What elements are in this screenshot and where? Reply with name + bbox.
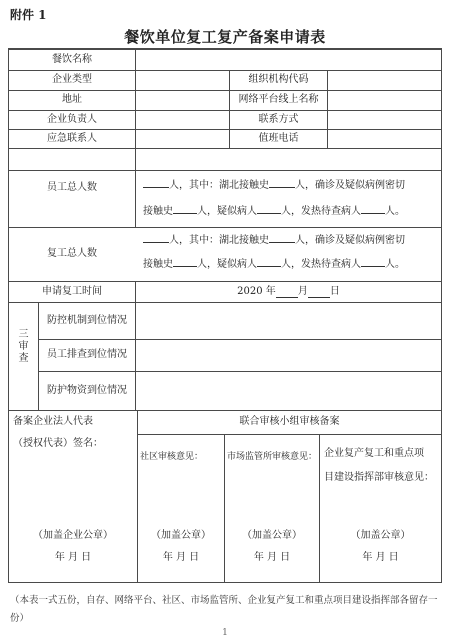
staff-text: 人，发热待查病人 bbox=[281, 206, 361, 217]
label-prevention-mechanism: 防控机制到位情况 bbox=[47, 314, 127, 326]
legal-rep-stamp: （加盖企业公章） bbox=[33, 530, 113, 541]
return-count-blank[interactable] bbox=[143, 230, 169, 243]
return-total-line-2 bbox=[143, 252, 439, 278]
enterprise-type-field[interactable] bbox=[136, 70, 229, 90]
prevention-mechanism-field[interactable] bbox=[136, 302, 441, 339]
hubei-contact-blank[interactable] bbox=[269, 175, 295, 188]
label-protective-supplies: 防护物资到位情况 bbox=[47, 384, 127, 396]
staff-total-line-2 bbox=[143, 199, 439, 225]
label-apply-time: 申请复工时间 bbox=[42, 285, 102, 297]
month-blank[interactable] bbox=[276, 285, 298, 298]
restaurant-name-field[interactable] bbox=[136, 49, 441, 70]
page-title: 餐饮单位复工复产备案申请表 bbox=[124, 28, 326, 46]
legal-rep-date: 年 月 日 bbox=[54, 552, 92, 563]
label-platform-name: 网络平台线上名称 bbox=[238, 94, 319, 105]
return-hubei-blank[interactable] bbox=[269, 230, 295, 243]
market-stamp: （加盖公章） bbox=[242, 530, 302, 541]
label-restaurant-name: 餐饮名称 bbox=[52, 53, 92, 65]
label-staff-total: 员工总人数 bbox=[47, 181, 97, 193]
apply-month: 月 bbox=[297, 285, 308, 297]
contact-field[interactable] bbox=[328, 110, 441, 129]
label-return-total: 复工总人数 bbox=[47, 248, 97, 259]
close-contact-blank[interactable] bbox=[173, 201, 197, 214]
staff-text: 接触史 bbox=[143, 206, 173, 217]
label-org-code: 组织机构代码 bbox=[248, 74, 309, 85]
community-review-label: 社区审核意见： bbox=[140, 451, 204, 462]
label-responsible-person: 企业负责人 bbox=[47, 113, 97, 125]
return-text: 人，疑似病人 bbox=[197, 259, 257, 270]
return-text: 接触史 bbox=[143, 259, 173, 270]
application-form-table bbox=[8, 48, 442, 583]
community-stamp: （加盖公章） bbox=[151, 530, 211, 541]
suspected-blank[interactable] bbox=[257, 201, 281, 214]
hq-date: 年 月 日 bbox=[362, 552, 399, 563]
return-fever-blank[interactable] bbox=[361, 254, 385, 267]
page-number: 1 bbox=[222, 628, 228, 638]
staff-screening-field[interactable] bbox=[136, 339, 441, 371]
org-code-field[interactable] bbox=[328, 70, 441, 90]
label-duty-phone: 值班电话 bbox=[258, 132, 299, 144]
label-staff-screening: 员工排查到位情况 bbox=[47, 349, 127, 360]
label-emergency-contact: 应急联系人 bbox=[47, 132, 97, 144]
emergency-contact-field[interactable] bbox=[136, 129, 229, 148]
legal-rep-label-1: 备案企业法人代表 bbox=[13, 416, 93, 427]
community-date: 年 月 日 bbox=[162, 552, 200, 563]
staff-text: 人，疑似病人 bbox=[197, 206, 257, 217]
return-suspected-blank[interactable] bbox=[257, 254, 281, 267]
apply-day: 日 bbox=[329, 285, 340, 297]
label-address: 地址 bbox=[62, 94, 82, 105]
fever-blank[interactable] bbox=[361, 201, 385, 214]
legal-rep-label-2: （授权代表）签名： bbox=[13, 438, 103, 449]
row-divider bbox=[137, 434, 441, 435]
staff-text: 人，确诊及疑似病例密切 bbox=[295, 180, 405, 191]
staff-total-line-1 bbox=[143, 173, 439, 199]
label-enterprise-type: 企业类型 bbox=[52, 74, 92, 85]
review-char: 审 bbox=[18, 341, 29, 352]
hq-stamp: （加盖公章） bbox=[350, 530, 411, 541]
return-total-line-1 bbox=[143, 228, 439, 254]
hq-review-label-1: 企业复产复工和重点项 bbox=[324, 448, 424, 459]
hq-review-label-2: 目建设指挥部审核意见： bbox=[324, 472, 434, 483]
return-close-contact-blank[interactable] bbox=[173, 254, 197, 267]
return-text: 人，发热待查病人 bbox=[281, 259, 361, 270]
duty-phone-field[interactable] bbox=[328, 129, 441, 148]
label-contact: 联系方式 bbox=[258, 113, 299, 125]
review-char: 三 bbox=[18, 329, 29, 340]
staff-text: 人。 bbox=[385, 206, 405, 217]
return-text: 人，其中：湖北接触史 bbox=[169, 235, 269, 246]
platform-name-field[interactable] bbox=[328, 90, 441, 110]
staff-text: 人，其中：湖北接触史 bbox=[169, 180, 269, 191]
apply-year: 2020 年 bbox=[237, 285, 276, 297]
annex-label: 附件 1 bbox=[10, 8, 47, 22]
apply-time-field[interactable] bbox=[136, 281, 441, 302]
review-char: 查 bbox=[18, 353, 29, 364]
return-text: 人，确诊及疑似病例密切 bbox=[295, 235, 405, 246]
return-text: 人。 bbox=[385, 259, 405, 270]
responsible-person-field[interactable] bbox=[136, 110, 229, 129]
market-date: 年 月 日 bbox=[253, 552, 291, 563]
footnote: （本表一式五份，自存、网络平台、社区、市场监管所、企业复产复工和重点项目建设指挥部各留存一份） bbox=[10, 595, 438, 624]
protective-supplies-field[interactable] bbox=[136, 371, 441, 410]
legal-rep-signature-area[interactable] bbox=[9, 454, 137, 530]
staff-count-blank[interactable] bbox=[143, 175, 169, 188]
address-field[interactable] bbox=[136, 90, 229, 110]
market-review-label: 市场监管所审核意见： bbox=[227, 451, 318, 462]
joint-review-header: 联合审核小组审核备案 bbox=[239, 416, 340, 427]
review-side-label bbox=[9, 329, 38, 365]
day-blank[interactable] bbox=[308, 285, 330, 298]
